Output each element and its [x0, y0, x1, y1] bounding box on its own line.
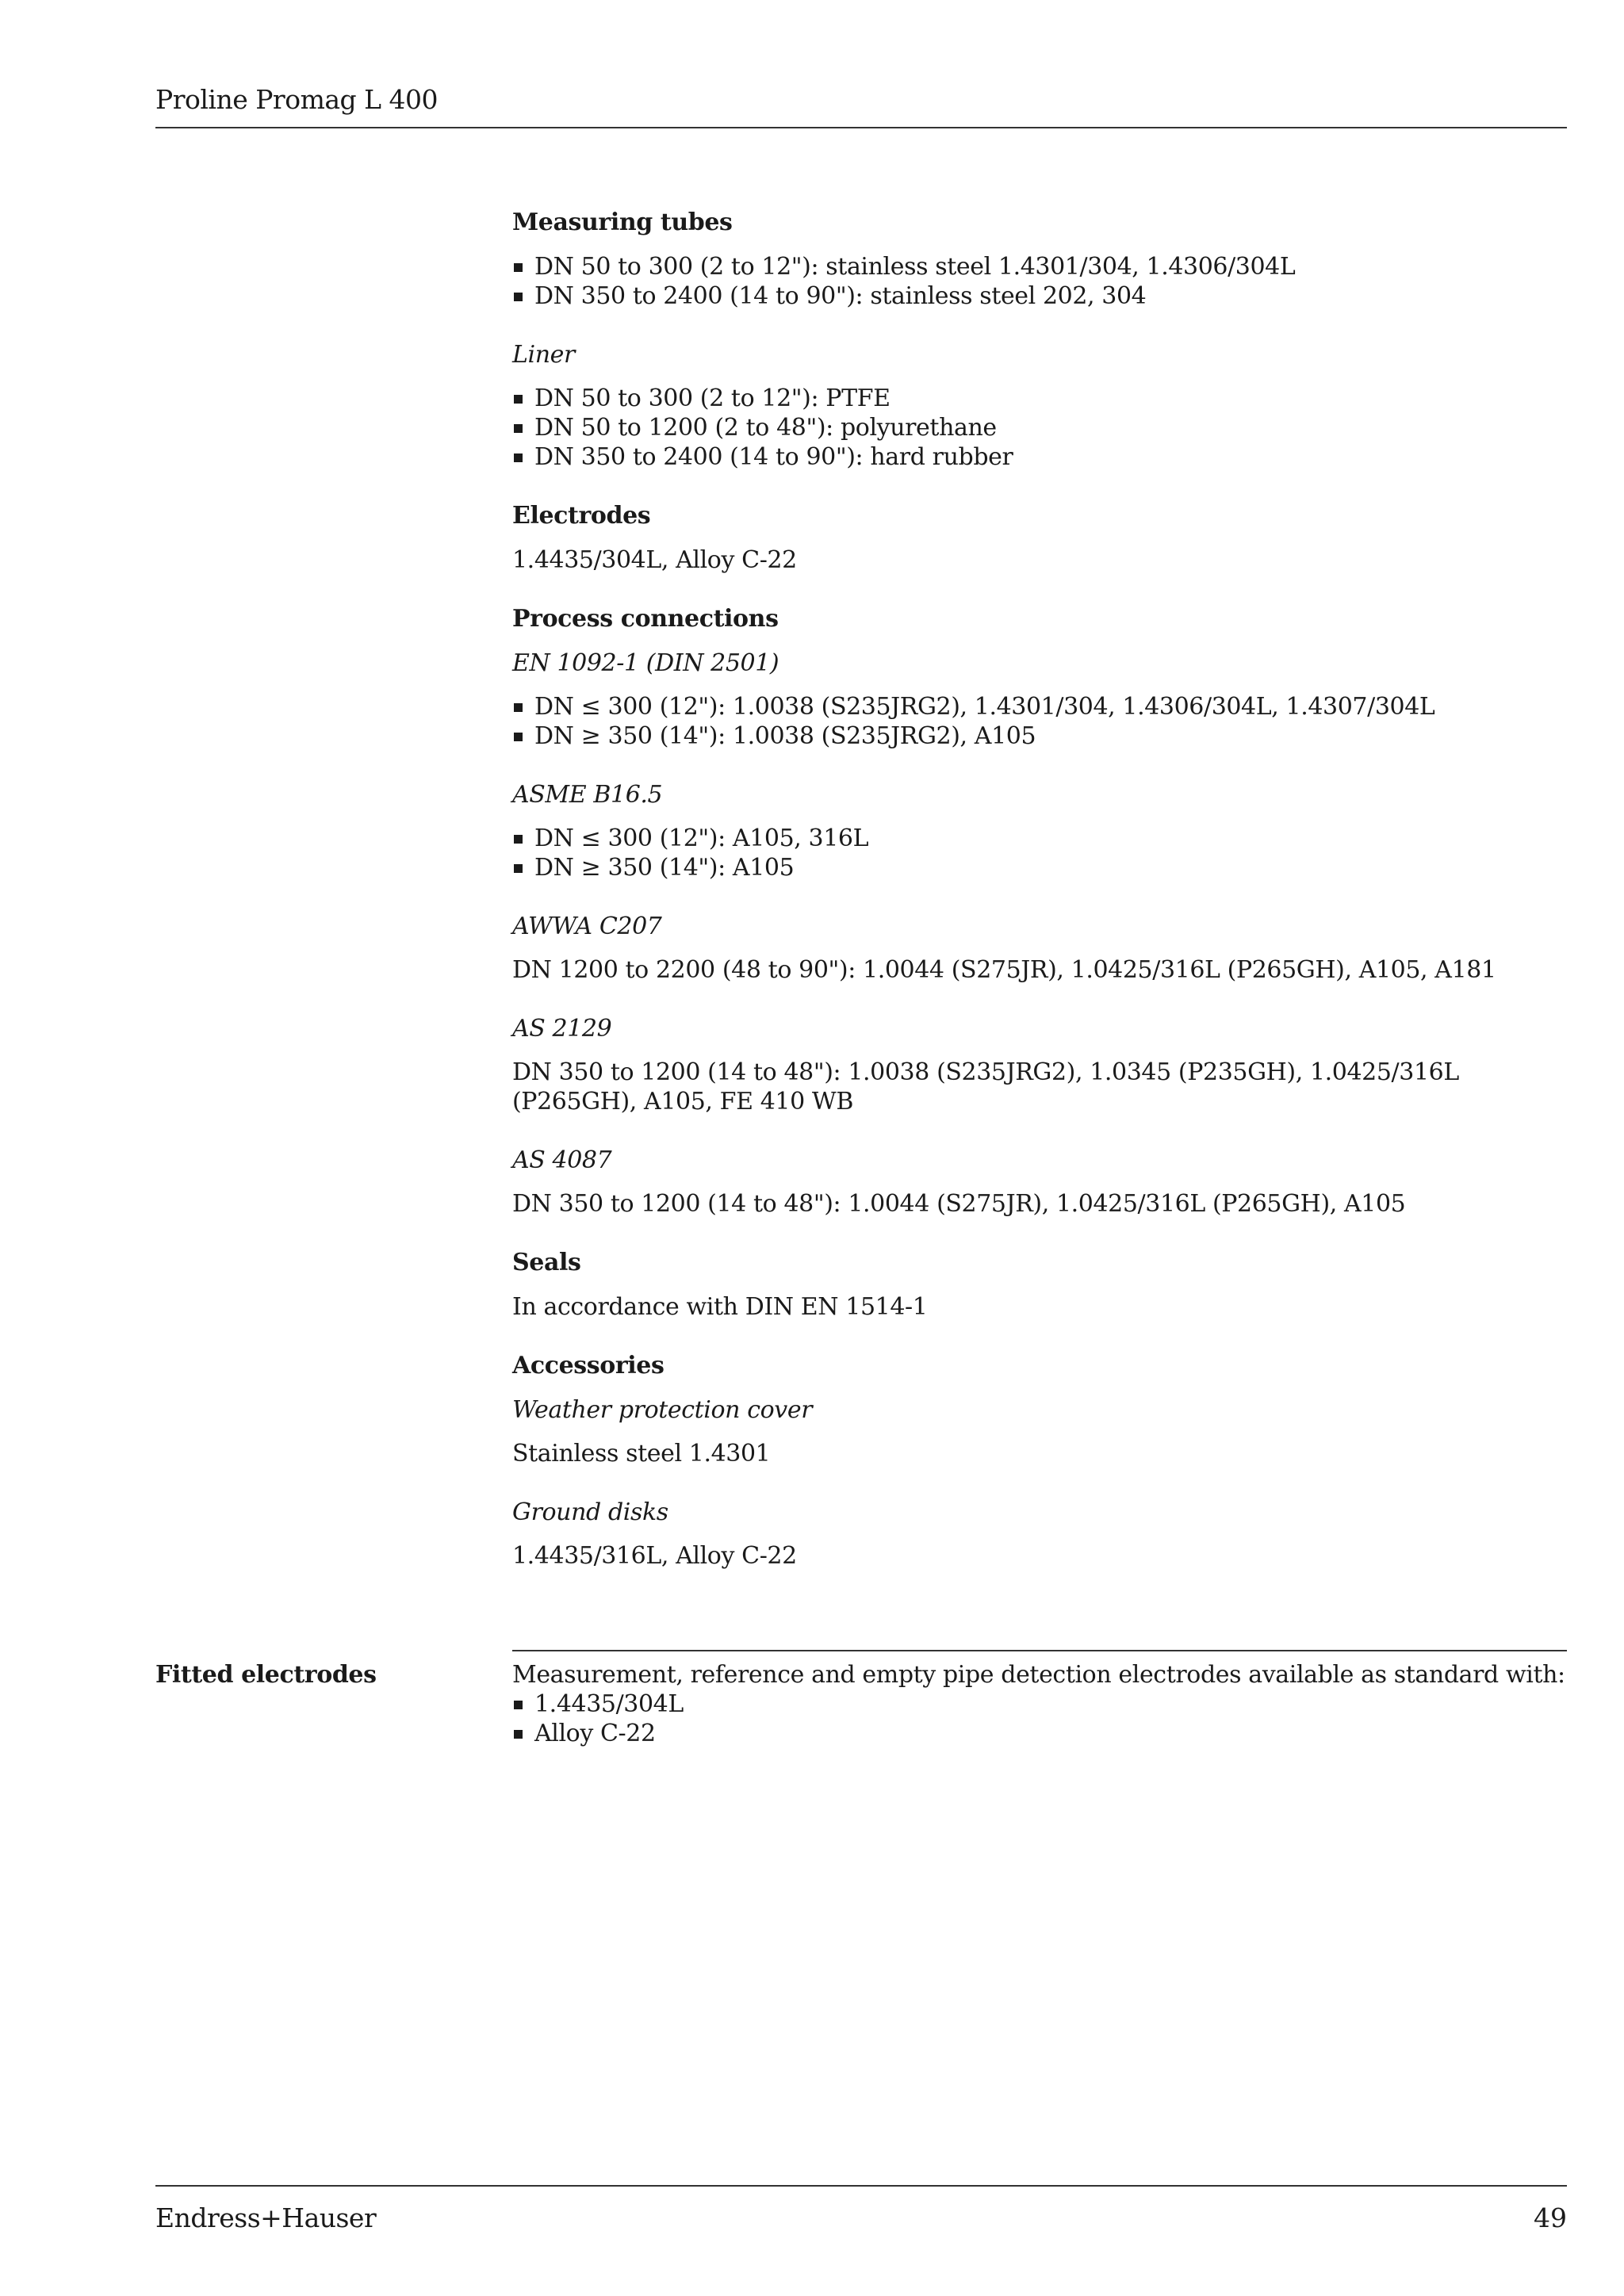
list-item: DN 50 to 300 (2 to 12"): PTFE	[512, 384, 1575, 413]
awwa-text: DN 1200 to 2200 (48 to 90"): 1.0044 (S275JR), 1.0425/316L (P265GH), A105, A181	[512, 956, 1496, 984]
en1092-heading: EN 1092-1 (DIN 2501)	[512, 649, 779, 677]
seals-text: In accordance with DIN EN 1514-1	[512, 1293, 928, 1321]
as4087-heading: AS 4087	[512, 1146, 612, 1174]
asme-heading: ASME B16.5	[512, 781, 663, 809]
list-item: DN 50 to 1200 (2 to 48"): polyurethane	[512, 413, 1575, 442]
measuring-tubes-list	[512, 252, 1575, 311]
ground-disks-text: 1.4435/316L, Alloy C-22	[512, 1542, 797, 1570]
page-header-title: Proline Promag L 400	[155, 84, 439, 115]
list-item: 1.4435/304L	[512, 1689, 1575, 1719]
header-divider	[155, 127, 1567, 128]
fitted-electrodes-list	[512, 1689, 1575, 1748]
list-item: Alloy C-22	[512, 1719, 1575, 1748]
page-number: 49	[1534, 2202, 1567, 2233]
list-item: DN ≥ 350 (14"): A105	[512, 853, 1575, 882]
list-item: DN ≤ 300 (12"): 1.0038 (S235JRG2), 1.4301/304, 1.4306/304L, 1.4307/304L	[512, 692, 1575, 721]
fitted-electrodes-section	[512, 1660, 1575, 1748]
awwa-heading: AWWA C207	[512, 913, 662, 940]
weather-cover-text: Stainless steel 1.4301	[512, 1440, 771, 1468]
list-item: DN 350 to 2400 (14 to 90"): stainless steel 202, 304	[512, 281, 1575, 311]
list-item: DN 350 to 2400 (14 to 90"): hard rubber	[512, 442, 1575, 472]
footer-company: Endress+Hauser	[155, 2202, 377, 2233]
section-divider	[512, 1650, 1567, 1651]
accessories-heading: Accessories	[512, 1352, 665, 1380]
fitted-electrodes-label: Fitted electrodes	[155, 1661, 377, 1689]
seals-heading: Seals	[512, 1249, 581, 1276]
asme-list	[512, 824, 1575, 882]
en1092-list	[512, 692, 1575, 751]
weather-cover-heading: Weather protection cover	[512, 1396, 813, 1424]
process-connections-heading: Process connections	[512, 605, 779, 633]
fitted-electrodes-intro: Measurement, reference and empty pipe detection electrodes available as standard with:	[512, 1661, 1565, 1689]
as2129-text: DN 350 to 1200 (14 to 48"): 1.0038 (S235JRG2), 1.0345 (P235GH), 1.0425/316L (P265GH), A105, FE 410 WB	[512, 1058, 1459, 1115]
footer-divider	[155, 2185, 1567, 2187]
as2129-heading: AS 2129	[512, 1015, 612, 1043]
liner-heading: Liner	[512, 341, 575, 369]
measuring-tubes-heading: Measuring tubes	[512, 209, 733, 236]
liner-list	[512, 384, 1575, 472]
list-item: DN ≥ 350 (14"): 1.0038 (S235JRG2), A105	[512, 721, 1575, 751]
ground-disks-heading: Ground disks	[512, 1498, 668, 1526]
as4087-text: DN 350 to 1200 (14 to 48"): 1.0044 (S275JR), 1.0425/316L (P265GH), A105	[512, 1190, 1406, 1218]
list-item: DN ≤ 300 (12"): A105, 316L	[512, 824, 1575, 853]
materials-section	[512, 208, 1575, 1600]
electrodes-heading: Electrodes	[512, 502, 651, 530]
electrodes-text: 1.4435/304L, Alloy C-22	[512, 546, 797, 574]
list-item: DN 50 to 300 (2 to 12"): stainless steel 1.4301/304, 1.4306/304L	[512, 252, 1575, 281]
